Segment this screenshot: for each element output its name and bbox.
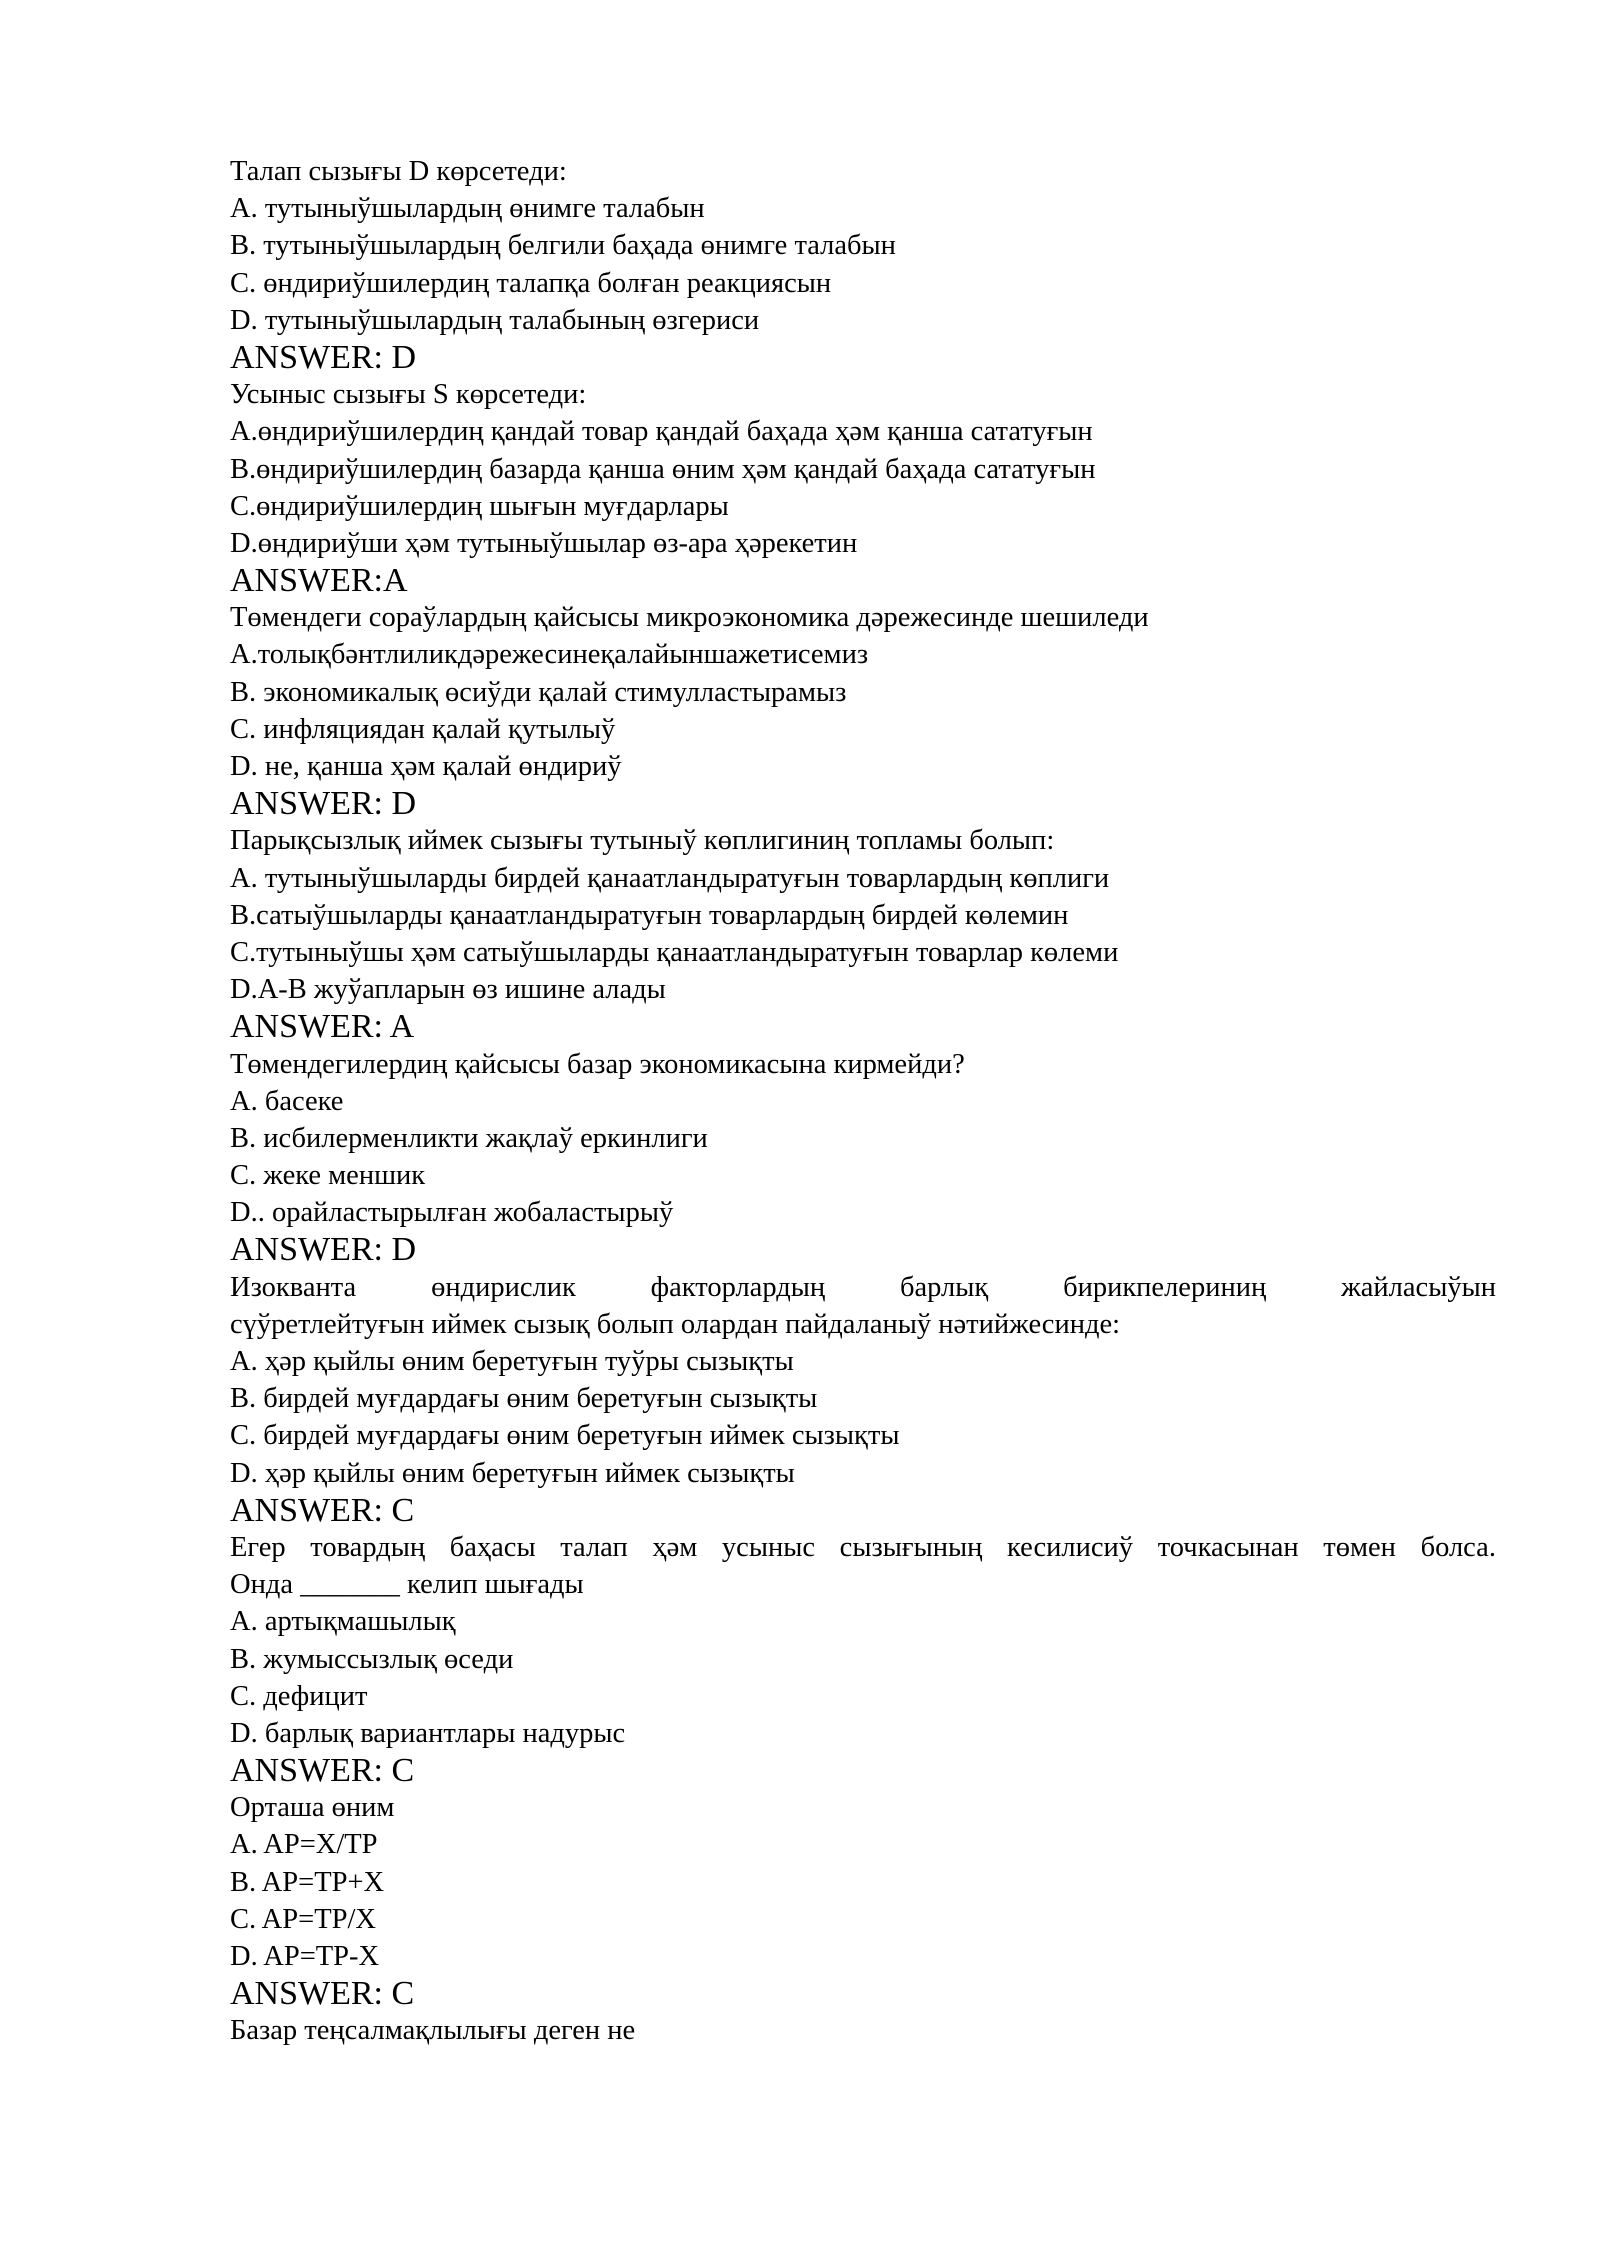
question-prompt: Төмендеги сораўлардың қайсысы микроэкономика дәрежесинде шешиледи xyxy=(230,602,1149,634)
answer-option: B. жумыссызлық өседи xyxy=(230,1643,514,1675)
answer-option: C. өндириўшилердиң талапқа болған реакциясын xyxy=(230,267,832,299)
answer-option: D. барлық вариантлары надурыс xyxy=(230,1717,626,1749)
question-prompt: Төмендегилердиң қайсысы базар экономикасына кирмейди? xyxy=(230,1048,965,1080)
prompt-word: өндирислик xyxy=(431,1271,576,1303)
answer-option: D. ҳәр қыйлы өним беретуғын иймек сызықты xyxy=(230,1457,795,1489)
answer-option: A. AP=X/TP xyxy=(230,1829,378,1861)
prompt-word: баҳасы xyxy=(449,1531,536,1563)
answer-option: B. исбилерменликти жақлаў еркинлиги xyxy=(230,1122,708,1154)
answer-option: D. тутыныўшылардың талабының өзгериси xyxy=(230,304,760,336)
answer-key: ANSWER: C xyxy=(230,1752,415,1790)
answer-option: D.. орайластырылған жобаластырыў xyxy=(230,1197,674,1229)
answer-option: A.толықбәнтлиликдәрежесинеқалайыншажетисемиз xyxy=(230,639,869,671)
answer-option: B.сатыўшыларды қанаатландыратуғын товарлардың бирдей көлемин xyxy=(230,899,1069,931)
answer-option: C.тутыныўшы ҳәм сатыўшыларды қанаатландыратуғын товарлар көлеми xyxy=(230,936,1119,968)
prompt-word: Егер xyxy=(230,1531,286,1563)
prompt-word: жайласыўын xyxy=(1341,1271,1496,1303)
question-prompt: Орташа өним xyxy=(230,1792,395,1824)
answer-option: C. дефицит xyxy=(230,1680,368,1712)
prompt-word: усыныс xyxy=(721,1531,816,1563)
prompt-word: бирикпелериниң xyxy=(1063,1271,1267,1303)
answer-option: B. экономикалық өсиўди қалай стимулластырамыз xyxy=(230,676,847,708)
answer-option: A. артықмашылық xyxy=(230,1606,456,1638)
question-prompt-justified xyxy=(230,1269,1496,1306)
answer-option: A. тутыныўшыларды бирдей қанаатландыратуғын товарлардың көплиги xyxy=(230,862,1110,894)
question-prompt: Усыныс сызығы S көрсетеди: xyxy=(230,379,587,411)
answer-key: ANSWER: D xyxy=(230,785,417,823)
answer-option: C. жеке меншик xyxy=(230,1160,426,1192)
prompt-word: Изокванта xyxy=(230,1271,357,1303)
answer-option: D.A-B жуўапларын өз ишине алады xyxy=(230,974,666,1006)
answer-option: A. басеке xyxy=(230,1085,344,1117)
answer-option: A. ҳәр қыйлы өним беретуғын туўры сызықты xyxy=(230,1346,794,1377)
answer-option: C. AP=TP/X xyxy=(230,1903,376,1935)
prompt-word: сызығының xyxy=(839,1531,983,1563)
answer-option: C.өндириўшилердиң шығын муғдарлары xyxy=(230,490,729,522)
answer-option: A.өндириўшилердиң қандай товар қандай баҳада ҳәм қанша сататуғын xyxy=(230,416,1093,448)
answer-option: B. AP=TP+X xyxy=(230,1866,385,1898)
answer-option: C. бирдей муғдардағы өним беретуғын иймек сызықты xyxy=(230,1420,900,1452)
question-prompt-continuation: Онда _______ келип шығады xyxy=(230,1569,584,1601)
answer-option: D. не, қанша ҳәм қалай өндириў xyxy=(230,751,622,782)
answer-option: B. бирдей муғдардағы өним беретуғын сызықты xyxy=(230,1383,818,1415)
answer-key: ANSWER: C xyxy=(230,1975,415,2013)
question-prompt-continuation: сүўретлейтуғын иймек сызық болып олардан пайдаланыў нәтийжесинде: xyxy=(230,1308,1121,1340)
answer-key: ANSWER: D xyxy=(230,338,417,376)
prompt-word: төмен xyxy=(1323,1531,1396,1563)
question-prompt: Талап сызығы D көрсетеди: xyxy=(230,156,567,187)
answer-key: ANSWER: C xyxy=(230,1491,415,1529)
question-prompt: Базар теңсалмақлылығы деген не xyxy=(230,2015,636,2047)
question-prompt-justified xyxy=(230,1529,1496,1566)
answer-key: ANSWER: D xyxy=(230,1231,417,1269)
answer-key: ANSWER: A xyxy=(230,1008,415,1046)
answer-option: C. инфляциядан қалай қутылыў xyxy=(230,713,616,745)
question-prompt: Парықсызлық иймек сызығы тутыныў көплигиниң топламы болып: xyxy=(230,825,1055,857)
prompt-word: факторлардың xyxy=(650,1271,826,1303)
answer-option: D. AP=TP-X xyxy=(230,1941,380,1972)
prompt-word: болса. xyxy=(1420,1531,1496,1563)
answer-option: D.өндириўши ҳәм тутыныўшылар өз-ара ҳәрекетин xyxy=(230,527,858,559)
prompt-word: точкасынан xyxy=(1157,1531,1299,1563)
prompt-word: ҳәм xyxy=(652,1531,698,1563)
answer-option: B.өндириўшилердиң базарда қанша өним ҳәм қандай баҳада сататуғын xyxy=(230,453,1096,485)
prompt-word: кесилисиў xyxy=(1007,1531,1134,1563)
prompt-word: товардың xyxy=(310,1531,426,1563)
answer-option: A. тутыныўшылардың өнимге талабын xyxy=(230,193,705,225)
prompt-word: барлық xyxy=(899,1271,989,1303)
answer-option: B. тутыныўшылардың белгили баҳада өнимге талабын xyxy=(230,230,896,262)
answer-key: ANSWER:A xyxy=(230,562,408,600)
prompt-word: талап xyxy=(560,1531,628,1563)
document-body xyxy=(230,153,1496,2050)
